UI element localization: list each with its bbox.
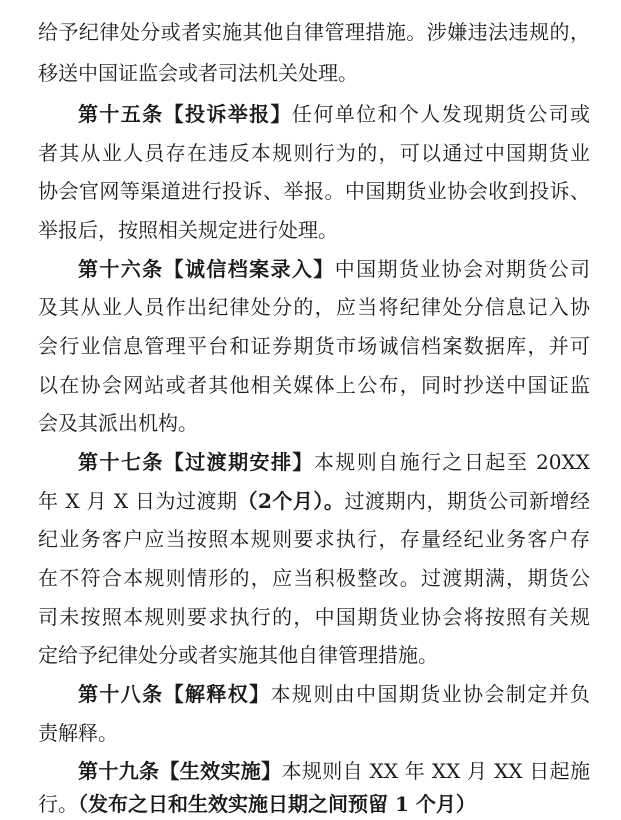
effective-date-note: （发布之日和生效实施日期之间预留 1 个月） [78,792,476,816]
article-16-line-3: 会行业信息管理平台和证券期货市场诚信档案数据库，并可 [38,334,590,358]
article-16-heading: 第十六条【诚信档案录入】 [78,257,335,281]
article-17-line-6: 定给予纪律处分或者实施其他自律管理措施。 [38,643,438,667]
article-19-line-1: 第十九条【生效实施】本规则自 XX 年 XX 月 XX 日起施 [78,759,590,783]
article-17-line-4: 在不符合本规则情形的，应当积极整改。过渡期满，期货公 [38,566,590,590]
article-15-line-3: 协会官网等渠道进行投诉、举报。中国期货业协会收到投诉、 [38,179,590,203]
article-17-heading: 第十七条【过渡期安排】 [78,450,314,474]
article-19-heading: 第十九条【生效实施】 [78,759,282,783]
transition-period-note: （2个月）。 [237,489,345,513]
article-17-line-1: 第十七条【过渡期安排】本规则自施行之日起至 20XX [78,450,590,474]
article-15-heading: 第十五条【投诉举报】 [78,102,292,126]
article-16-line-5: 会及其派出机构。 [38,411,198,435]
article-19-line-2: 行。（发布之日和生效实施日期之间预留 1 个月） [38,792,476,816]
article-17-line-2: 年 X 月 X 日为过渡期（2个月）。过渡期内，期货公司新增经 [38,489,590,513]
article-18-line-2: 责解释。 [38,721,118,745]
article-17-line-5: 司未按照本规则要求执行的，中国期货业协会将按照有关规 [38,605,590,629]
intro-line-2: 移送中国证监会或者司法机关处理。 [38,61,358,85]
article-17-line-3: 纪业务客户应当按照本规则要求执行，存量经纪业务客户存 [38,527,590,551]
article-15-line-1: 第十五条【投诉举报】任何单位和个人发现期货公司或 [78,102,590,126]
article-16-line-2: 及其从业人员作出纪律处分的，应当将纪律处分信息记入协 [38,295,590,319]
article-16-line-1: 第十六条【诚信档案录入】中国期货业协会对期货公司 [78,257,590,281]
article-16-line-4: 以在协会网站或者其他相关媒体上公布，同时抄送中国证监 [38,373,590,397]
article-15-line-4: 举报后，按照相关规定进行处理。 [38,218,338,242]
article-15-line-2: 者其从业人员存在违反本规则行为的，可以通过中国期货业 [38,141,590,165]
article-18-heading: 第十八条【解释权】 [78,682,271,706]
article-18-line-1: 第十八条【解释权】本规则由中国期货业协会制定并负 [78,682,590,706]
intro-line-1: 给予纪律处分或者实施其他自律管理措施。涉嫌违法违规的， [38,20,590,44]
